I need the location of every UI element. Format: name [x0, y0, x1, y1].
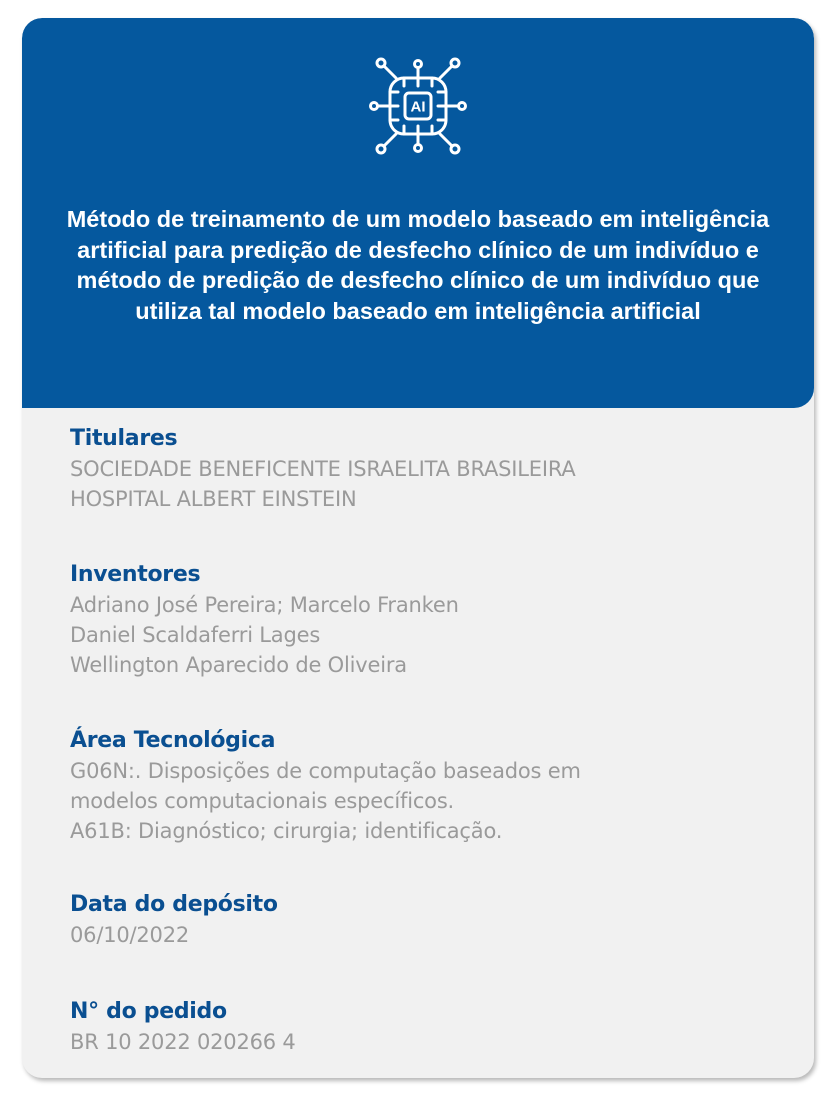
ai-icon-text: AI	[410, 98, 426, 116]
area-line: G06N:. Disposições de computação baseados em	[70, 759, 581, 783]
patent-card	[22, 18, 814, 1078]
ai-chip-circuit-icon	[368, 56, 468, 156]
area-line: A61B: Diagnóstico; cirurgia; identificação.	[70, 819, 503, 843]
pedido-value: BR 10 2022 020266 4	[70, 1030, 296, 1054]
titulares-label: Titulares	[70, 426, 178, 451]
titulares-section	[70, 424, 790, 514]
data-deposito-section	[70, 890, 790, 950]
titulares-line: HOSPITAL ALBERT EINSTEIN	[70, 487, 357, 511]
header-banner	[22, 18, 814, 408]
inventor-line: Wellington Aparecido de Oliveira	[70, 653, 407, 677]
data-deposito-value: 06/10/2022	[70, 923, 190, 947]
pedido-section	[70, 997, 790, 1057]
inventores-section	[70, 560, 790, 680]
inventor-line: Adriano José Pereira; Marcelo Franken	[70, 593, 459, 617]
area-tecnologica-section	[70, 726, 790, 846]
data-deposito-label: Data do depósito	[70, 892, 278, 917]
titulares-line: SOCIEDADE BENEFICENTE ISRAELITA BRASILEIRA	[70, 457, 576, 481]
inventores-label: Inventores	[70, 562, 201, 587]
area-line: modelos computacionais específicos.	[70, 789, 455, 813]
inventor-line: Daniel Scaldaferri Lages	[70, 623, 321, 647]
pedido-label: N° do pedido	[70, 999, 227, 1024]
patent-title: Método de treinamento de um modelo baseado em inteligência artificial para predição de desfecho clínico de um indivíduo e método de predição de desfecho clínico de um indivíduo que utiliza tal modelo baseado em inteligência artificial	[66, 206, 770, 324]
area-tecnologica-label: Área Tecnológica	[70, 728, 276, 753]
